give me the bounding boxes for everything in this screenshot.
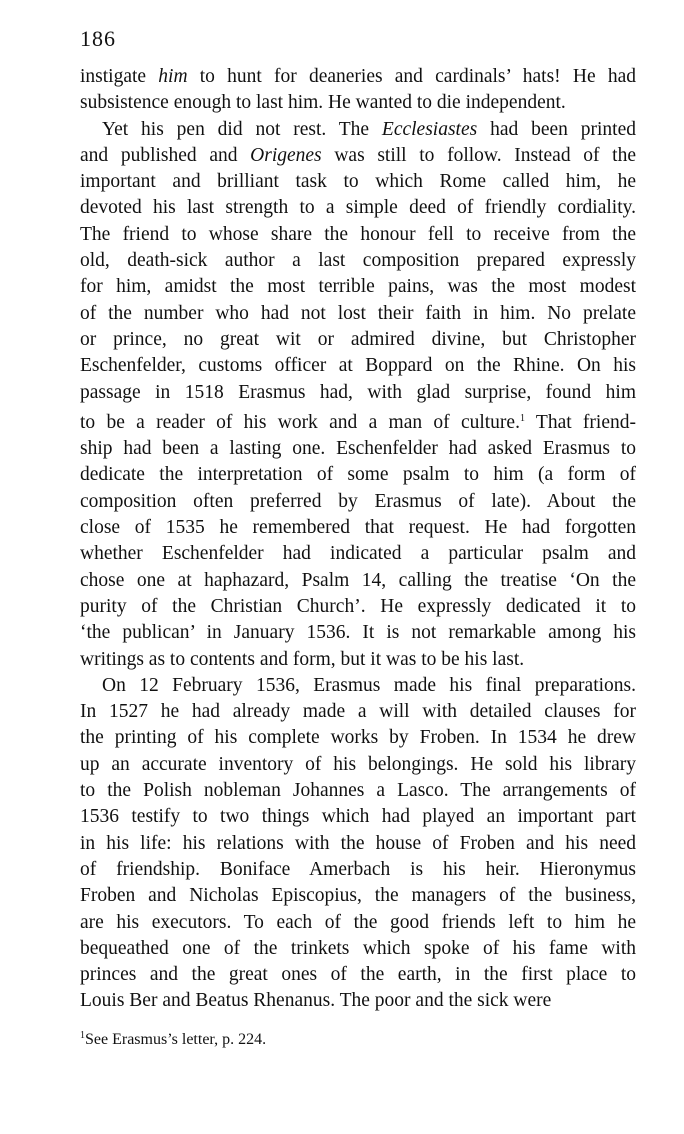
text-run: passage in 1518 Erasmus had, with glad surprise, found him [80,381,636,403]
text-line [80,804,636,830]
text-line [80,568,636,594]
text-run: purity of the Christian Church’. He expressly dedicated it to [80,595,636,617]
text-run: chose one at haphazard, Psalm 14, calling the treatise ‘On the [80,569,636,591]
text-line [80,936,636,962]
italic-title: Origenes [250,144,322,166]
text-line [80,64,636,90]
text-line [80,620,636,646]
text-line [80,910,636,936]
text-run: close of 1535 he remembered that request. He had forgotten [80,517,636,539]
text-line [80,436,636,462]
text-run: writings as to contents and form, but it was to be his last. [80,648,525,670]
text-line [80,594,636,620]
text-run: old, death-sick author a last composition prepared expressly [80,250,636,272]
text-run: important and brilliant task to which Rome called him, he [80,171,636,193]
text-line [80,353,636,379]
text-line [80,962,636,988]
text-line [80,673,636,699]
text-run: up an accurate inventory of his belongings. He sold his library [80,753,636,775]
text-line [80,90,636,116]
text-line [80,462,636,488]
text-line [80,380,636,406]
text-line [80,143,636,169]
text-run: are his executors. To each of the good friends left to him he [80,911,636,933]
text-run: ‘the publican’ in January 1536. It is not remarkable among his [80,622,636,644]
text-run: That friend- [524,411,636,433]
text-line [80,222,636,248]
text-run: and published and [80,144,251,166]
text-run: Louis Ber and Beatus Rhenanus. The poor and the sick were [80,990,552,1012]
text-line [80,248,636,274]
text-line [80,541,636,567]
italic-title: Ecclesiastes [381,118,478,140]
text-line [80,406,636,436]
text-line [80,725,636,751]
text-line [80,988,636,1014]
text-line [80,699,636,725]
text-line [80,778,636,804]
footnote-reference: 1 [519,412,525,424]
text-run: of friendship. Boniface Amerbach is his heir. Hieronymus [80,858,636,880]
text-run: or prince, no great wit or admired divine, but Christopher [80,328,636,350]
text-run: was still to follow. Instead of the [321,144,636,166]
text-line [80,327,636,353]
text-run: ship had been a lasting one. Eschenfelder had asked Erasmus to [80,438,636,460]
text-run: instigate [80,66,159,87]
text-run: in his life: his relations with the house of Froben and his need [80,832,636,854]
text-run: dedicate the interpretation of some psalm to him (a form of [80,464,636,486]
text-line [80,117,636,143]
text-line [80,274,636,300]
text-line [80,647,636,673]
text-line [80,831,636,857]
text-run: devoted his last strength to a simple deed of friendly cordiality. [80,197,636,219]
text-run: for him, amidst the most terrible pains, was the most modest [80,276,636,298]
text-line [80,752,636,778]
text-run: The friend to whose share the honour fell to receive from the [80,223,636,245]
footnote-text: See Erasmus’s letter, p. 224. [85,1031,267,1048]
text-line [80,195,636,221]
text-run: subsistence enough to last him. He wanted to die independent. [80,92,566,114]
text-line [80,301,636,327]
text-run: composition often preferred by Erasmus of late). About the [80,490,636,512]
text-run: princes and the great ones of the earth, in the first place to [80,964,636,986]
text-line [80,515,636,541]
text-line [80,489,636,515]
body-text [80,64,636,1015]
text-run: Froben and Nicholas Episcopius, the managers of the business, [80,885,636,907]
footnote-marker: 1 [80,1030,85,1041]
text-run: On 12 February 1536, Erasmus made his final preparations. [102,674,636,696]
italic-title: him [158,66,188,87]
text-run: the printing of his complete works by Froben. In 1534 he drew [80,727,636,749]
text-run: to the Polish nobleman Johannes a Lasco. The arrangements of [80,780,636,802]
page-number: 186 [80,26,116,51]
text-run: whether Eschenfelder had indicated a particular psalm and [80,543,636,565]
text-run: to be a reader of his work and a man of culture. [80,411,520,433]
text-run: bequeathed one of the trinkets which spoke of his fame with [80,937,636,959]
text-run: In 1527 he had already made a will with detailed clauses for [80,701,636,723]
text-run: of the number who had not lost their faith in him. No prelate [80,302,636,324]
text-run: to hunt for deaneries and cardinals’ hats! He had [187,66,636,87]
footnote [80,1025,266,1051]
text-line [80,857,636,883]
text-run: Eschenfelder, customs officer at Boppard on the Rhine. On his [80,355,636,377]
text-run: Yet his pen did not rest. The [102,118,382,140]
text-run: 1536 testify to two things which had played an important part [80,806,636,828]
text-run: had been printed [477,118,636,140]
text-line [80,883,636,909]
text-line [80,169,636,195]
